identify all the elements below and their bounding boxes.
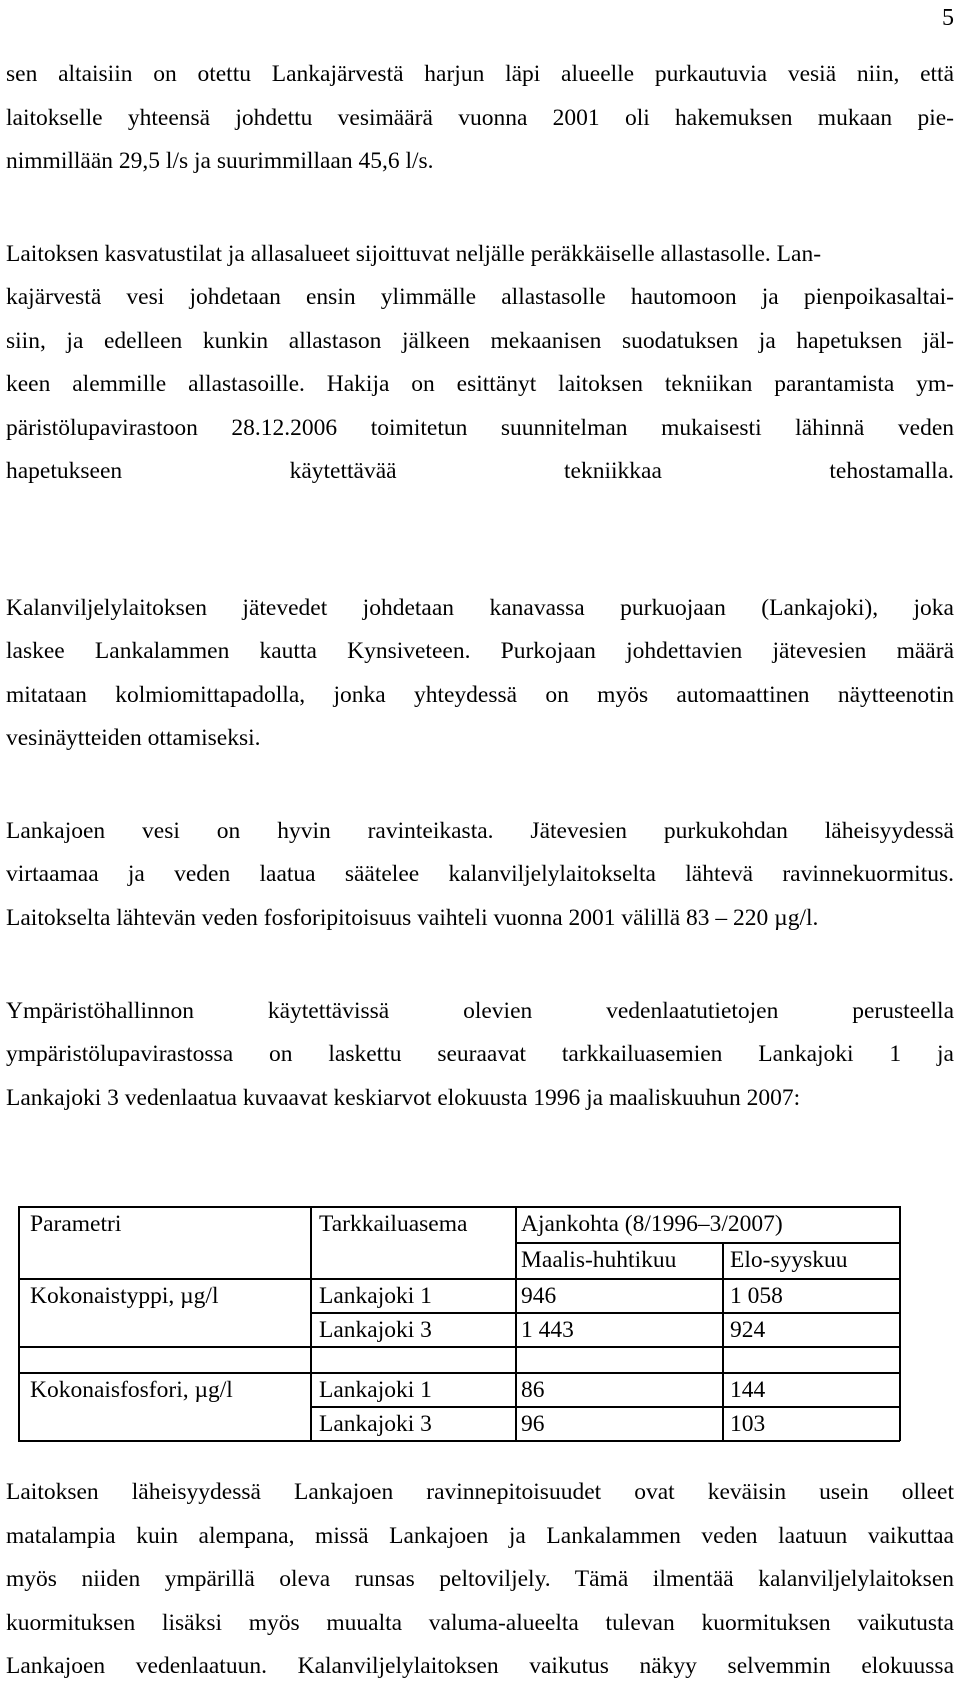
table-cell-spring: 946 [521, 1283, 557, 1309]
paragraph-2-line-1: Laitoksen kasvatustilat ja allasalueet sijoittuvat neljälle peräkkäiselle allastasolle. Lan- [6, 241, 822, 267]
table-cell-parameter: Kokonaistyppi, µg/l [30, 1283, 219, 1309]
table-cell-spring: 86 [521, 1377, 545, 1403]
table-col-divider-2 [515, 1206, 517, 1441]
table-row-rule-2 [310, 1406, 900, 1408]
paragraph-2-line-5: päristölupavirastoon 28.12.2006 toimitetun suunnitelman mukaisesti lähinnä veden [6, 415, 954, 441]
table-right-border [899, 1206, 901, 1441]
table-header-parameter: Parametri [30, 1211, 122, 1237]
table-group-rule-2 [18, 1372, 900, 1374]
table-header-autumn: Elo-syyskuu [730, 1247, 848, 1273]
table-bottom-rule [18, 1440, 900, 1442]
paragraph-6-line-2: matalampia kuin alempana, missä Lankajoen ja Lankalammen veden laatuun vaikuttaa [6, 1523, 954, 1549]
table-cell-autumn: 1 058 [730, 1283, 783, 1309]
page-number: 5 [942, 5, 954, 31]
paragraph-1-line-3: nimmillään 29,5 l/s ja suurimmillaan 45,6 l/s. [6, 148, 434, 174]
table-col-divider-1 [310, 1206, 312, 1441]
table-cell-station: Lankajoki 1 [319, 1283, 432, 1309]
paragraph-2-line-3: siin, ja edelleen kunkin allastason jälkeen mekaanisen suodatuksen ja hapetuksen jäl- [6, 328, 954, 354]
paragraph-5-line-1: Ympäristöhallinnon käytettävissä olevien vedenlaatutietojen perusteella [6, 998, 954, 1024]
paragraph-2-line-4: keen alemmille allastasoille. Hakija on esittänyt laitoksen tekniikan parantamista ym- [6, 371, 954, 397]
paragraph-6-line-3: myös niiden ympärillä oleva runsas peltoviljely. Tämä ilmentää kalanviljelylaitoksen [6, 1566, 954, 1592]
table-cell-autumn: 924 [730, 1317, 766, 1343]
table-col-divider-3 [722, 1242, 724, 1441]
table-cell-autumn: 103 [730, 1411, 766, 1437]
paragraph-6-line-5: Lankajoen vedenlaatuun. Kalanviljelylaitoksen vaikutus näkyy selvemmin elokuussa [6, 1653, 954, 1679]
paragraph-3-line-2: laskee Lankalammen kautta Kynsiveteen. Purkojaan johdettavien jätevesien määrä [6, 638, 954, 664]
paragraph-1-line-2: laitokselle yhteensä johdettu vesimäärä vuonna 2001 oli hakemuksen mukaan pie- [6, 105, 954, 131]
table-cell-station: Lankajoki 3 [319, 1411, 432, 1437]
paragraph-6-line-1: Laitoksen läheisyydessä Lankajoen ravinnepitoisuudet ovat keväisin usein olleet [6, 1479, 954, 1505]
paragraph-3-line-3: mitataan kolmiomittapadolla, jonka yhteydessä on myös automaattinen näytteenotin [6, 682, 954, 708]
paragraph-5-line-2: ympäristölupavirastossa on laskettu seuraavat tarkkailuasemien Lankajoki 1 ja [6, 1041, 954, 1067]
paragraph-6-line-4: kuormituksen lisäksi myös muualta valuma-alueelta tulevan kuormituksen vaikutusta [6, 1610, 954, 1636]
table-cell-spring: 1 443 [521, 1317, 574, 1343]
table-cell-autumn: 144 [730, 1377, 766, 1403]
table-header-spring: Maalis-huhtikuu [521, 1247, 677, 1273]
paragraph-4-line-1: Lankajoen vesi on hyvin ravinteikasta. Jätevesien purkukohdan läheisyydessä [6, 818, 954, 844]
table-group-rule-1 [18, 1346, 900, 1348]
table-header-station: Tarkkailuasema [319, 1211, 468, 1237]
table-top-rule [18, 1206, 900, 1208]
table-left-border [18, 1206, 20, 1441]
table-header-period: Ajankohta (8/1996–3/2007) [521, 1211, 783, 1237]
table-cell-spring: 96 [521, 1411, 545, 1437]
paragraph-4-line-3: Laitokselta lähtevän veden fosforipitoisuus vaihteli vuonna 2001 välillä 83 – 220 µg/l. [6, 905, 819, 931]
table-cell-parameter: Kokonaisfosfori, µg/l [30, 1377, 233, 1403]
paragraph-5-line-3: Lankajoki 3 vedenlaatua kuvaavat keskiarvot elokuusta 1996 ja maaliskuuhun 2007: [6, 1085, 801, 1111]
paragraph-2-line-6: hapetukseen käytettävää tekniikkaa tehostamalla. [6, 458, 954, 484]
table-cell-station: Lankajoki 3 [319, 1317, 432, 1343]
paragraph-1-line-1: sen altaisiin on otettu Lankajärvestä harjun läpi alueelle purkautuvia vesiä niin, että [6, 61, 954, 87]
table-header-bottom-rule [18, 1278, 900, 1280]
paragraph-3-line-1: Kalanviljelylaitoksen jätevedet johdetaan kanavassa purkuojaan (Lankajoki), joka [6, 595, 954, 621]
paragraph-3-line-4: vesinäytteiden ottamiseksi. [6, 725, 261, 751]
table-row-rule-1 [310, 1312, 900, 1314]
paragraph-2-line-2: kajärvestä vesi johdetaan ensin ylimmälle allastasolle hautomoon ja pienpoikasaltai- [6, 284, 954, 310]
table-cell-station: Lankajoki 1 [319, 1377, 432, 1403]
table-header-sub-rule [515, 1242, 900, 1244]
paragraph-4-line-2: virtaamaa ja veden laatua säätelee kalanviljelylaitokselta lähtevä ravinnekuormitus. [6, 861, 954, 887]
